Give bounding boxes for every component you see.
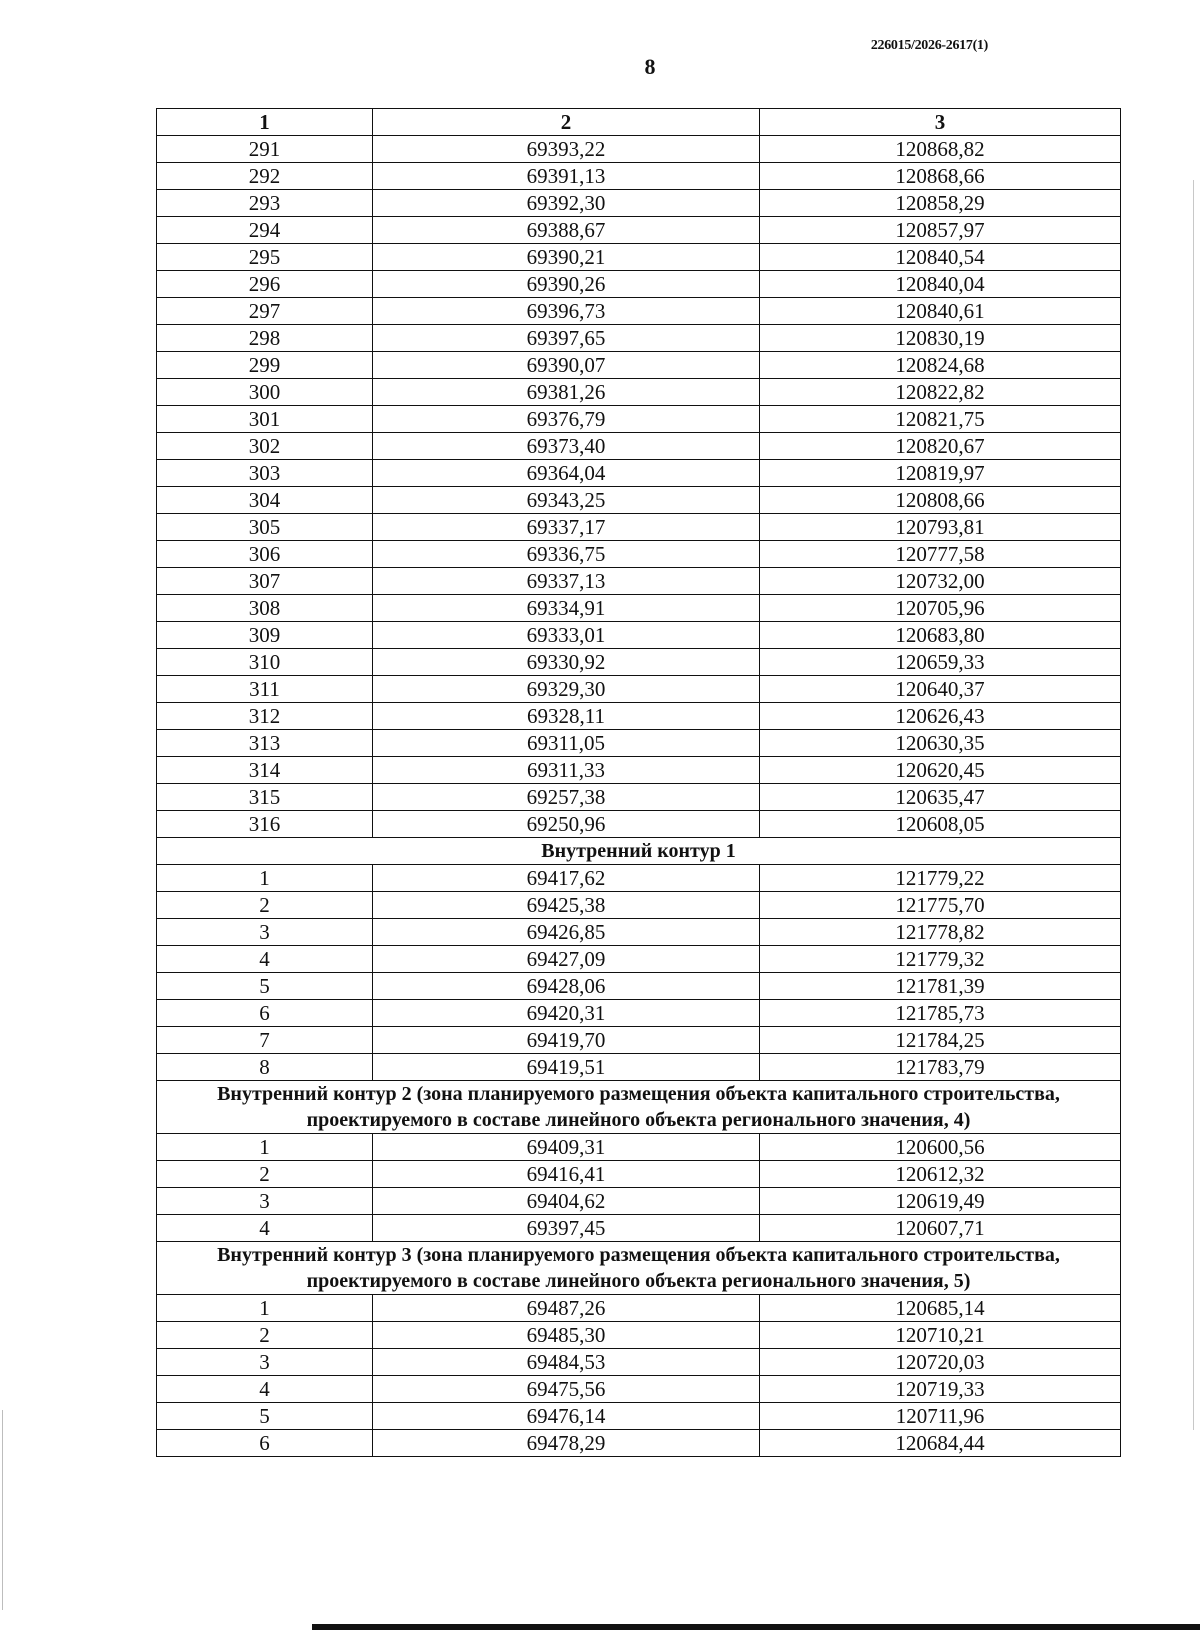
table-row <box>157 541 1121 568</box>
table-row <box>157 811 1121 838</box>
x-coordinate-cell: 69420,31 <box>373 1000 760 1027</box>
point-number-cell: 7 <box>157 1027 373 1054</box>
y-coordinate-cell: 120808,66 <box>760 487 1121 514</box>
y-coordinate-cell: 120822,82 <box>760 379 1121 406</box>
x-coordinate-cell: 69476,14 <box>373 1403 760 1430</box>
x-coordinate-cell: 69485,30 <box>373 1322 760 1349</box>
x-coordinate-cell: 69311,05 <box>373 730 760 757</box>
point-number-cell: 308 <box>157 595 373 622</box>
y-coordinate-cell: 120719,33 <box>760 1376 1121 1403</box>
point-number-cell: 2 <box>157 892 373 919</box>
point-number-cell: 4 <box>157 1376 373 1403</box>
x-coordinate-cell: 69337,13 <box>373 568 760 595</box>
y-coordinate-cell: 120659,33 <box>760 649 1121 676</box>
y-coordinate-cell: 121778,82 <box>760 919 1121 946</box>
y-coordinate-cell: 120820,67 <box>760 433 1121 460</box>
table-row <box>157 1188 1121 1215</box>
table-row <box>157 919 1121 946</box>
y-coordinate-cell: 120619,49 <box>760 1188 1121 1215</box>
x-coordinate-cell: 69478,29 <box>373 1430 760 1457</box>
x-coordinate-cell: 69426,85 <box>373 919 760 946</box>
table-row <box>157 244 1121 271</box>
column-header-1: 1 <box>157 109 373 136</box>
x-coordinate-cell: 69336,75 <box>373 541 760 568</box>
y-coordinate-cell: 120630,35 <box>760 730 1121 757</box>
point-number-cell: 299 <box>157 352 373 379</box>
point-number-cell: 291 <box>157 136 373 163</box>
point-number-cell: 2 <box>157 1322 373 1349</box>
table-row <box>157 946 1121 973</box>
x-coordinate-cell: 69390,07 <box>373 352 760 379</box>
point-number-cell: 306 <box>157 541 373 568</box>
y-coordinate-cell: 120600,56 <box>760 1134 1121 1161</box>
point-number-cell: 6 <box>157 1000 373 1027</box>
y-coordinate-cell: 120710,21 <box>760 1322 1121 1349</box>
table-row <box>157 622 1121 649</box>
y-coordinate-cell: 120683,80 <box>760 622 1121 649</box>
x-coordinate-cell: 69419,70 <box>373 1027 760 1054</box>
table-row <box>157 325 1121 352</box>
point-number-cell: 295 <box>157 244 373 271</box>
y-coordinate-cell: 120640,37 <box>760 676 1121 703</box>
table-row <box>157 568 1121 595</box>
section-title: Внутренний контур 2 (зона планируемого размещения объекта капитального строительства, проектируемого в составе линейного объекта регионального значения, 4) <box>157 1081 1121 1134</box>
document-number: 226015/2026-2617(1) <box>870 38 988 53</box>
y-coordinate-cell: 120612,32 <box>760 1161 1121 1188</box>
point-number-cell: 300 <box>157 379 373 406</box>
y-coordinate-cell: 120868,66 <box>760 163 1121 190</box>
table-row <box>157 1000 1121 1027</box>
point-number-cell: 1 <box>157 1295 373 1322</box>
point-number-cell: 297 <box>157 298 373 325</box>
x-coordinate-cell: 69333,01 <box>373 622 760 649</box>
point-number-cell: 314 <box>157 757 373 784</box>
table-row <box>157 190 1121 217</box>
point-number-cell: 3 <box>157 1349 373 1376</box>
x-coordinate-cell: 69330,92 <box>373 649 760 676</box>
y-coordinate-cell: 121781,39 <box>760 973 1121 1000</box>
x-coordinate-cell: 69416,41 <box>373 1161 760 1188</box>
y-coordinate-cell: 120608,05 <box>760 811 1121 838</box>
point-number-cell: 292 <box>157 163 373 190</box>
x-coordinate-cell: 69328,11 <box>373 703 760 730</box>
point-number-cell: 316 <box>157 811 373 838</box>
table-row <box>157 460 1121 487</box>
section-header-row <box>157 1081 1121 1134</box>
y-coordinate-cell: 121785,73 <box>760 1000 1121 1027</box>
x-coordinate-cell: 69381,26 <box>373 379 760 406</box>
point-number-cell: 302 <box>157 433 373 460</box>
point-number-cell: 307 <box>157 568 373 595</box>
x-coordinate-cell: 69475,56 <box>373 1376 760 1403</box>
column-header-row <box>157 109 1121 136</box>
table-row <box>157 649 1121 676</box>
x-coordinate-cell: 69337,17 <box>373 514 760 541</box>
x-coordinate-cell: 69393,22 <box>373 136 760 163</box>
point-number-cell: 294 <box>157 217 373 244</box>
point-number-cell: 298 <box>157 325 373 352</box>
y-coordinate-cell: 120840,54 <box>760 244 1121 271</box>
section-title: Внутренний контур 3 (зона планируемого размещения объекта капитального строительства, проектируемого в составе линейного объекта регионального значения, 5) <box>157 1242 1121 1295</box>
point-number-cell: 8 <box>157 1054 373 1081</box>
point-number-cell: 313 <box>157 730 373 757</box>
point-number-cell: 301 <box>157 406 373 433</box>
coordinates-table-body <box>157 109 1121 1457</box>
coordinates-table-wrapper <box>156 108 1120 1457</box>
y-coordinate-cell: 120705,96 <box>760 595 1121 622</box>
table-row <box>157 892 1121 919</box>
scan-artifact-line <box>1193 180 1194 1430</box>
table-row <box>157 1295 1121 1322</box>
y-coordinate-cell: 120777,58 <box>760 541 1121 568</box>
y-coordinate-cell: 121784,25 <box>760 1027 1121 1054</box>
x-coordinate-cell: 69388,67 <box>373 217 760 244</box>
bottom-scan-edge <box>312 1624 1200 1630</box>
table-row <box>157 865 1121 892</box>
point-number-cell: 293 <box>157 190 373 217</box>
section-header-row <box>157 838 1121 865</box>
point-number-cell: 315 <box>157 784 373 811</box>
point-number-cell: 4 <box>157 946 373 973</box>
y-coordinate-cell: 120635,47 <box>760 784 1121 811</box>
point-number-cell: 6 <box>157 1430 373 1457</box>
y-coordinate-cell: 120821,75 <box>760 406 1121 433</box>
column-header-3: 3 <box>760 109 1121 136</box>
x-coordinate-cell: 69487,26 <box>373 1295 760 1322</box>
x-coordinate-cell: 69397,45 <box>373 1215 760 1242</box>
table-row <box>157 1403 1121 1430</box>
y-coordinate-cell: 120620,45 <box>760 757 1121 784</box>
table-row <box>157 703 1121 730</box>
y-coordinate-cell: 120824,68 <box>760 352 1121 379</box>
table-row <box>157 1054 1121 1081</box>
table-row <box>157 730 1121 757</box>
table-row <box>157 973 1121 1000</box>
x-coordinate-cell: 69334,91 <box>373 595 760 622</box>
section-title: Внутренний контур 1 <box>157 838 1121 865</box>
y-coordinate-cell: 120857,97 <box>760 217 1121 244</box>
x-coordinate-cell: 69343,25 <box>373 487 760 514</box>
table-row <box>157 1322 1121 1349</box>
y-coordinate-cell: 120720,03 <box>760 1349 1121 1376</box>
x-coordinate-cell: 69390,21 <box>373 244 760 271</box>
y-coordinate-cell: 120830,19 <box>760 325 1121 352</box>
section-header-row <box>157 1242 1121 1295</box>
point-number-cell: 304 <box>157 487 373 514</box>
column-header-2: 2 <box>373 109 760 136</box>
x-coordinate-cell: 69364,04 <box>373 460 760 487</box>
y-coordinate-cell: 120732,00 <box>760 568 1121 595</box>
point-number-cell: 296 <box>157 271 373 298</box>
point-number-cell: 303 <box>157 460 373 487</box>
table-row <box>157 1349 1121 1376</box>
point-number-cell: 309 <box>157 622 373 649</box>
table-row <box>157 757 1121 784</box>
table-row <box>157 1161 1121 1188</box>
table-row <box>157 136 1121 163</box>
x-coordinate-cell: 69417,62 <box>373 865 760 892</box>
y-coordinate-cell: 120626,43 <box>760 703 1121 730</box>
page-number: 8 <box>644 54 656 79</box>
point-number-cell: 5 <box>157 1403 373 1430</box>
x-coordinate-cell: 69409,31 <box>373 1134 760 1161</box>
scan-artifact-line-left <box>2 1410 3 1610</box>
y-coordinate-cell: 120819,97 <box>760 460 1121 487</box>
x-coordinate-cell: 69250,96 <box>373 811 760 838</box>
x-coordinate-cell: 69373,40 <box>373 433 760 460</box>
table-row <box>157 514 1121 541</box>
y-coordinate-cell: 121779,22 <box>760 865 1121 892</box>
x-coordinate-cell: 69329,30 <box>373 676 760 703</box>
y-coordinate-cell: 121783,79 <box>760 1054 1121 1081</box>
table-row <box>157 784 1121 811</box>
x-coordinate-cell: 69484,53 <box>373 1349 760 1376</box>
x-coordinate-cell: 69392,30 <box>373 190 760 217</box>
point-number-cell: 3 <box>157 919 373 946</box>
x-coordinate-cell: 69419,51 <box>373 1054 760 1081</box>
x-coordinate-cell: 69390,26 <box>373 271 760 298</box>
table-row <box>157 676 1121 703</box>
y-coordinate-cell: 120840,61 <box>760 298 1121 325</box>
y-coordinate-cell: 120868,82 <box>760 136 1121 163</box>
x-coordinate-cell: 69311,33 <box>373 757 760 784</box>
point-number-cell: 310 <box>157 649 373 676</box>
y-coordinate-cell: 120793,81 <box>760 514 1121 541</box>
table-row <box>157 595 1121 622</box>
point-number-cell: 5 <box>157 973 373 1000</box>
point-number-cell: 1 <box>157 865 373 892</box>
table-row <box>157 1027 1121 1054</box>
x-coordinate-cell: 69391,13 <box>373 163 760 190</box>
table-row <box>157 1215 1121 1242</box>
table-row <box>157 406 1121 433</box>
table-row <box>157 487 1121 514</box>
table-row <box>157 271 1121 298</box>
point-number-cell: 1 <box>157 1134 373 1161</box>
table-row <box>157 379 1121 406</box>
x-coordinate-cell: 69396,73 <box>373 298 760 325</box>
y-coordinate-cell: 121775,70 <box>760 892 1121 919</box>
y-coordinate-cell: 120840,04 <box>760 271 1121 298</box>
point-number-cell: 311 <box>157 676 373 703</box>
table-row <box>157 217 1121 244</box>
x-coordinate-cell: 69397,65 <box>373 325 760 352</box>
point-number-cell: 3 <box>157 1188 373 1215</box>
table-row <box>157 433 1121 460</box>
table-row <box>157 352 1121 379</box>
x-coordinate-cell: 69257,38 <box>373 784 760 811</box>
y-coordinate-cell: 120858,29 <box>760 190 1121 217</box>
x-coordinate-cell: 69404,62 <box>373 1188 760 1215</box>
table-row <box>157 1376 1121 1403</box>
table-row <box>157 163 1121 190</box>
y-coordinate-cell: 120685,14 <box>760 1295 1121 1322</box>
point-number-cell: 305 <box>157 514 373 541</box>
table-row <box>157 1134 1121 1161</box>
x-coordinate-cell: 69428,06 <box>373 973 760 1000</box>
x-coordinate-cell: 69425,38 <box>373 892 760 919</box>
point-number-cell: 312 <box>157 703 373 730</box>
y-coordinate-cell: 120607,71 <box>760 1215 1121 1242</box>
point-number-cell: 4 <box>157 1215 373 1242</box>
x-coordinate-cell: 69376,79 <box>373 406 760 433</box>
point-number-cell: 2 <box>157 1161 373 1188</box>
x-coordinate-cell: 69427,09 <box>373 946 760 973</box>
y-coordinate-cell: 121779,32 <box>760 946 1121 973</box>
table-row <box>157 1430 1121 1457</box>
y-coordinate-cell: 120711,96 <box>760 1403 1121 1430</box>
table-row <box>157 298 1121 325</box>
y-coordinate-cell: 120684,44 <box>760 1430 1121 1457</box>
coordinates-table <box>156 108 1121 1457</box>
